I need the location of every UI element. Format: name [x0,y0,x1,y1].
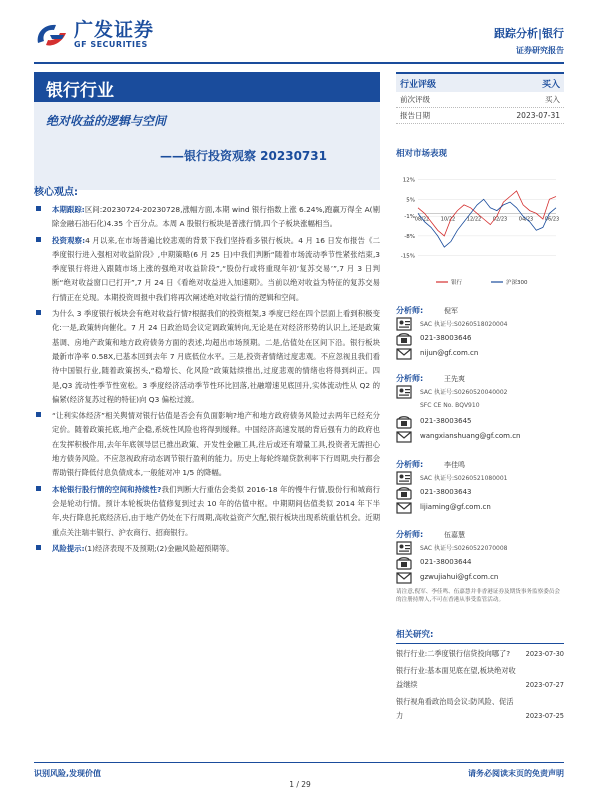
rating-header [396,72,564,92]
bullet-item [34,234,380,305]
analyst-role: 分析师: [396,460,424,469]
y-tick-label: -15% [400,253,415,260]
analyst-name: 倪军 [444,307,458,315]
certificate-icon [396,317,412,331]
bullet-square-icon [36,206,41,211]
related-research [396,628,564,723]
rating-box [396,72,564,124]
bullet-text: 区间:20230724-20230728,涨幅方面,本期 wind 银行指数上涨 6.24%,跑赢万得全 A(剔除金融石油石化)4.35 个百分点。本周 A 股银行板块是普涨行情,四个子板块涨幅相当。 [52,205,380,229]
analyst-role: 分析师: [396,374,424,383]
title-banner [34,72,380,190]
certificate-icon [396,471,412,485]
brand-name-cn: 广发证券 [74,19,155,41]
related-item-text[interactable]: 银行行业:二季度银行信贷投向哪了? [396,649,511,658]
phone-icon [396,332,412,346]
email-icon [396,347,412,361]
related-item-date: 2023-07-27 [525,681,564,689]
certificate-icon [396,541,412,555]
related-item[interactable] [396,695,564,723]
bullet-item [34,542,380,556]
related-item-text[interactable]: 银行行业:基本面见底在望,板块绝对收益继续 [396,666,516,689]
rating-label: 行业评级 [400,79,437,90]
rating-value: 买入 [541,79,560,90]
industry-title: 银行行业 [46,81,114,101]
email-icon [396,571,412,585]
analyst-contact-line: 021-38003646 [420,334,472,342]
x-tick-label: 04/23 [518,216,534,223]
performance-title: 相对市场表现 [396,149,448,159]
header-divider [34,62,564,64]
page-number: 1 / 29 [289,780,311,789]
bullet-text: 我们判断大行重估会类似 2016-18 年的慢牛行情,股份行和城商行会是轮动行情。预计本轮板块估值修复到过去 10 年的估值中枢。中期期间估值类似 2014 年下半年,央行降息托底经济后,由于地产仍处在下行周期,高收益资产欠配,银行板块出现系统重估机会。近期重点关注瑞丰银行、沪农商行、招商银行。 [52,484,380,537]
analyst-contact-line: SAC 执证号:S0260518020004 [420,321,508,328]
brand-logo [34,20,154,50]
disclaimer-note: 请务必阅读末页的免责声明 [468,769,564,778]
performance-chart [396,166,564,292]
bullet-text: 4 月以来,在市场普遍比较悲观的背景下我们坚持看多银行板块。4 月 16 日发布报告《二季度银行进入强相对收益阶段》,中期策略(6 月 25 日)中我们判断“随着市场流动季节性紧张结束,3 季度银行将进入跟随市场上涨的强绝对收益阶段”,“股份行或将重现年初‘复苏交易’”,7 月 3 日判断“绝对收益窗口已打开”,7 月 24 日《看绝对收益进入加速期》。当前以绝对收益为特征的复苏交易行情正在兑现。本期投资周报中我们将再次阐述绝对收益行情的逻辑和空间。 [52,235,380,302]
bullet-square-icon [36,237,41,242]
analyst-name: 李佳鸣 [444,461,465,469]
bullet-text: “让利实体经济”相关舆情对银行估值是否会有负面影响?地产和地方政府债务风险过去两年已经充分定价。随着政策托底,地产企稳,系统性风险也将得到缓释。中国经济高速发展的背后强有力的政府也在发挥积极作用,去年年底领导层已推出政策、开发性金融工具,往后或还有增量工具,投资者无需担心地方债务风险。不应忽视政府动态调节银行盈利的能力。历史上每轮终端贷款利率下行周期,央行都会帮助银行降低付息负债成本,一般能对冲 1/5 的降幅。 [52,411,380,478]
footer-divider [34,762,564,763]
x-tick-label: 12/22 [466,216,482,223]
bullet-item [34,409,380,480]
analyst-contact-line: 021-38003643 [420,488,472,496]
y-tick-label: 5% [406,197,415,204]
analyst-name: 伍嘉慧 [444,531,465,539]
header-right [494,25,564,56]
analyst-license-note: 请注意,倪军、李佳鸣、伍嘉慧并非香港证券及期货事务监察委员会的注册持牌人,不可在香港从事受监管活动。 [396,589,560,603]
x-tick-label: 02/23 [492,216,508,223]
email-icon [396,430,412,444]
related-item[interactable] [396,664,564,692]
analyst-role: 分析师: [396,530,424,539]
analyst-contact-line: 021-38003645 [420,417,472,425]
x-tick-label: 06/23 [544,216,560,223]
core-title: 核心观点: [34,187,78,198]
bullet-item [34,307,380,407]
y-tick-label: -1% [404,214,415,221]
y-tick-label: 12% [402,177,415,184]
bullet-label: 风险提示: [52,543,85,553]
bullet-square-icon [36,545,41,550]
y-tick-label: -8% [404,233,415,240]
gf-logo-icon [34,21,70,49]
analyst-contact-line[interactable]: wangxianshuang@gf.com.cn [420,432,521,440]
related-item-text[interactable]: 银行视角看政治局会议:防风险、促活力 [396,697,514,720]
rating-row [396,92,564,108]
bullet-text: 为什么 3 季度银行板块会有绝对收益行情?根据我们的投资框架,3 季度已经在四个层面上看到积极变化:一是,政策转向催化。7 月 24 日政治局会议定调政策转向,无论是在对经济形势的认识上,还是政策基调、房地产政策和地方政府债务方面的表述,均超出市场预期。二是,估值处在区间下沿。银行板块最新市净率 0.58X,已基本回到去年 7 月底低位水平。三是,投资者情绪过度悲观。不应忽视且我们看待中国银行业,随着政策拐头,“稳增长、化风险”政策陆续推出,过度悲观的情绪也将得到纠正。四是,Q3 流动性季节性宽松。3 季度经济活动季节性环比回落,社融增速见底回升,实体流动性从 Q2 的偏紧(经济复苏过程的特征)向 Q3 偏松过渡。 [52,309,380,404]
brand-name-en: GF SECURITIES [74,40,148,49]
analyst-contact-line: 021-38003644 [420,558,472,566]
bullet-label: 本期跟踪: [52,205,85,214]
bullet-text: (1)经济表现不及预期;(2)金融风险超预期等。 [84,543,234,553]
rating-row-value: 2023-07-31 [516,111,560,120]
analyst-contact-line[interactable]: nijun@gf.com.cn [420,349,479,357]
rating-row-label: 报告日期 [400,111,430,120]
analyst-contact-line[interactable]: lijiaming@gf.com.cn [420,503,491,511]
report-series: ——银行投资观察 20230731 [160,149,327,163]
bullet-square-icon [36,486,41,491]
phone-icon [396,556,412,570]
related-item[interactable] [396,647,564,661]
analyst-contact-line[interactable]: gzwujiahui@gf.com.cn [420,573,499,581]
bullet-square-icon [36,412,41,417]
bullet-list [34,203,380,558]
bullet-item [34,483,380,540]
bullet-square-icon [36,310,41,315]
related-item-date: 2023-07-25 [525,712,564,720]
analyst-role: 分析师: [396,306,424,315]
legend-label: 沪深300 [506,280,528,286]
bullet-label: 本轮银行股行情的空间和持续性? [52,484,162,494]
rating-row-label: 前次评级 [400,95,430,104]
email-icon [396,501,412,515]
footer-slogan: 识别风险,发现价值 [34,769,102,778]
rating-row [396,108,564,124]
report-category: 证券研究报告 [516,46,564,55]
related-title: 相关研究: [396,628,564,644]
bullet-item [34,203,380,232]
legend-label: 银行 [451,280,463,286]
x-tick-label: 10/22 [440,216,456,223]
analyst-name: 王先爽 [444,375,465,383]
report-type: 跟踪分析|银行 [493,27,564,40]
analyst-contact-line: SAC 执证号:S0260521080001 [420,475,508,482]
x-tick-label: 08/22 [414,216,430,223]
analyst-contact-line: SAC 执证号:S0260520040002 [420,389,508,396]
certificate-icon [396,385,412,399]
analyst-section [396,305,564,605]
series-line-1 [418,199,556,247]
phone-icon [396,415,412,429]
analyst-contact-line: SFC CE No. BQV910 [420,402,480,409]
phone-icon [396,486,412,500]
report-headline: 绝对收益的逻辑与空间 [46,114,167,128]
analyst-contact-line: SAC 执证号:S0260522070008 [420,545,508,552]
rating-row-value: 买入 [545,95,560,104]
bullet-label: 投资观察: [52,235,86,245]
related-item-date: 2023-07-30 [525,650,564,658]
